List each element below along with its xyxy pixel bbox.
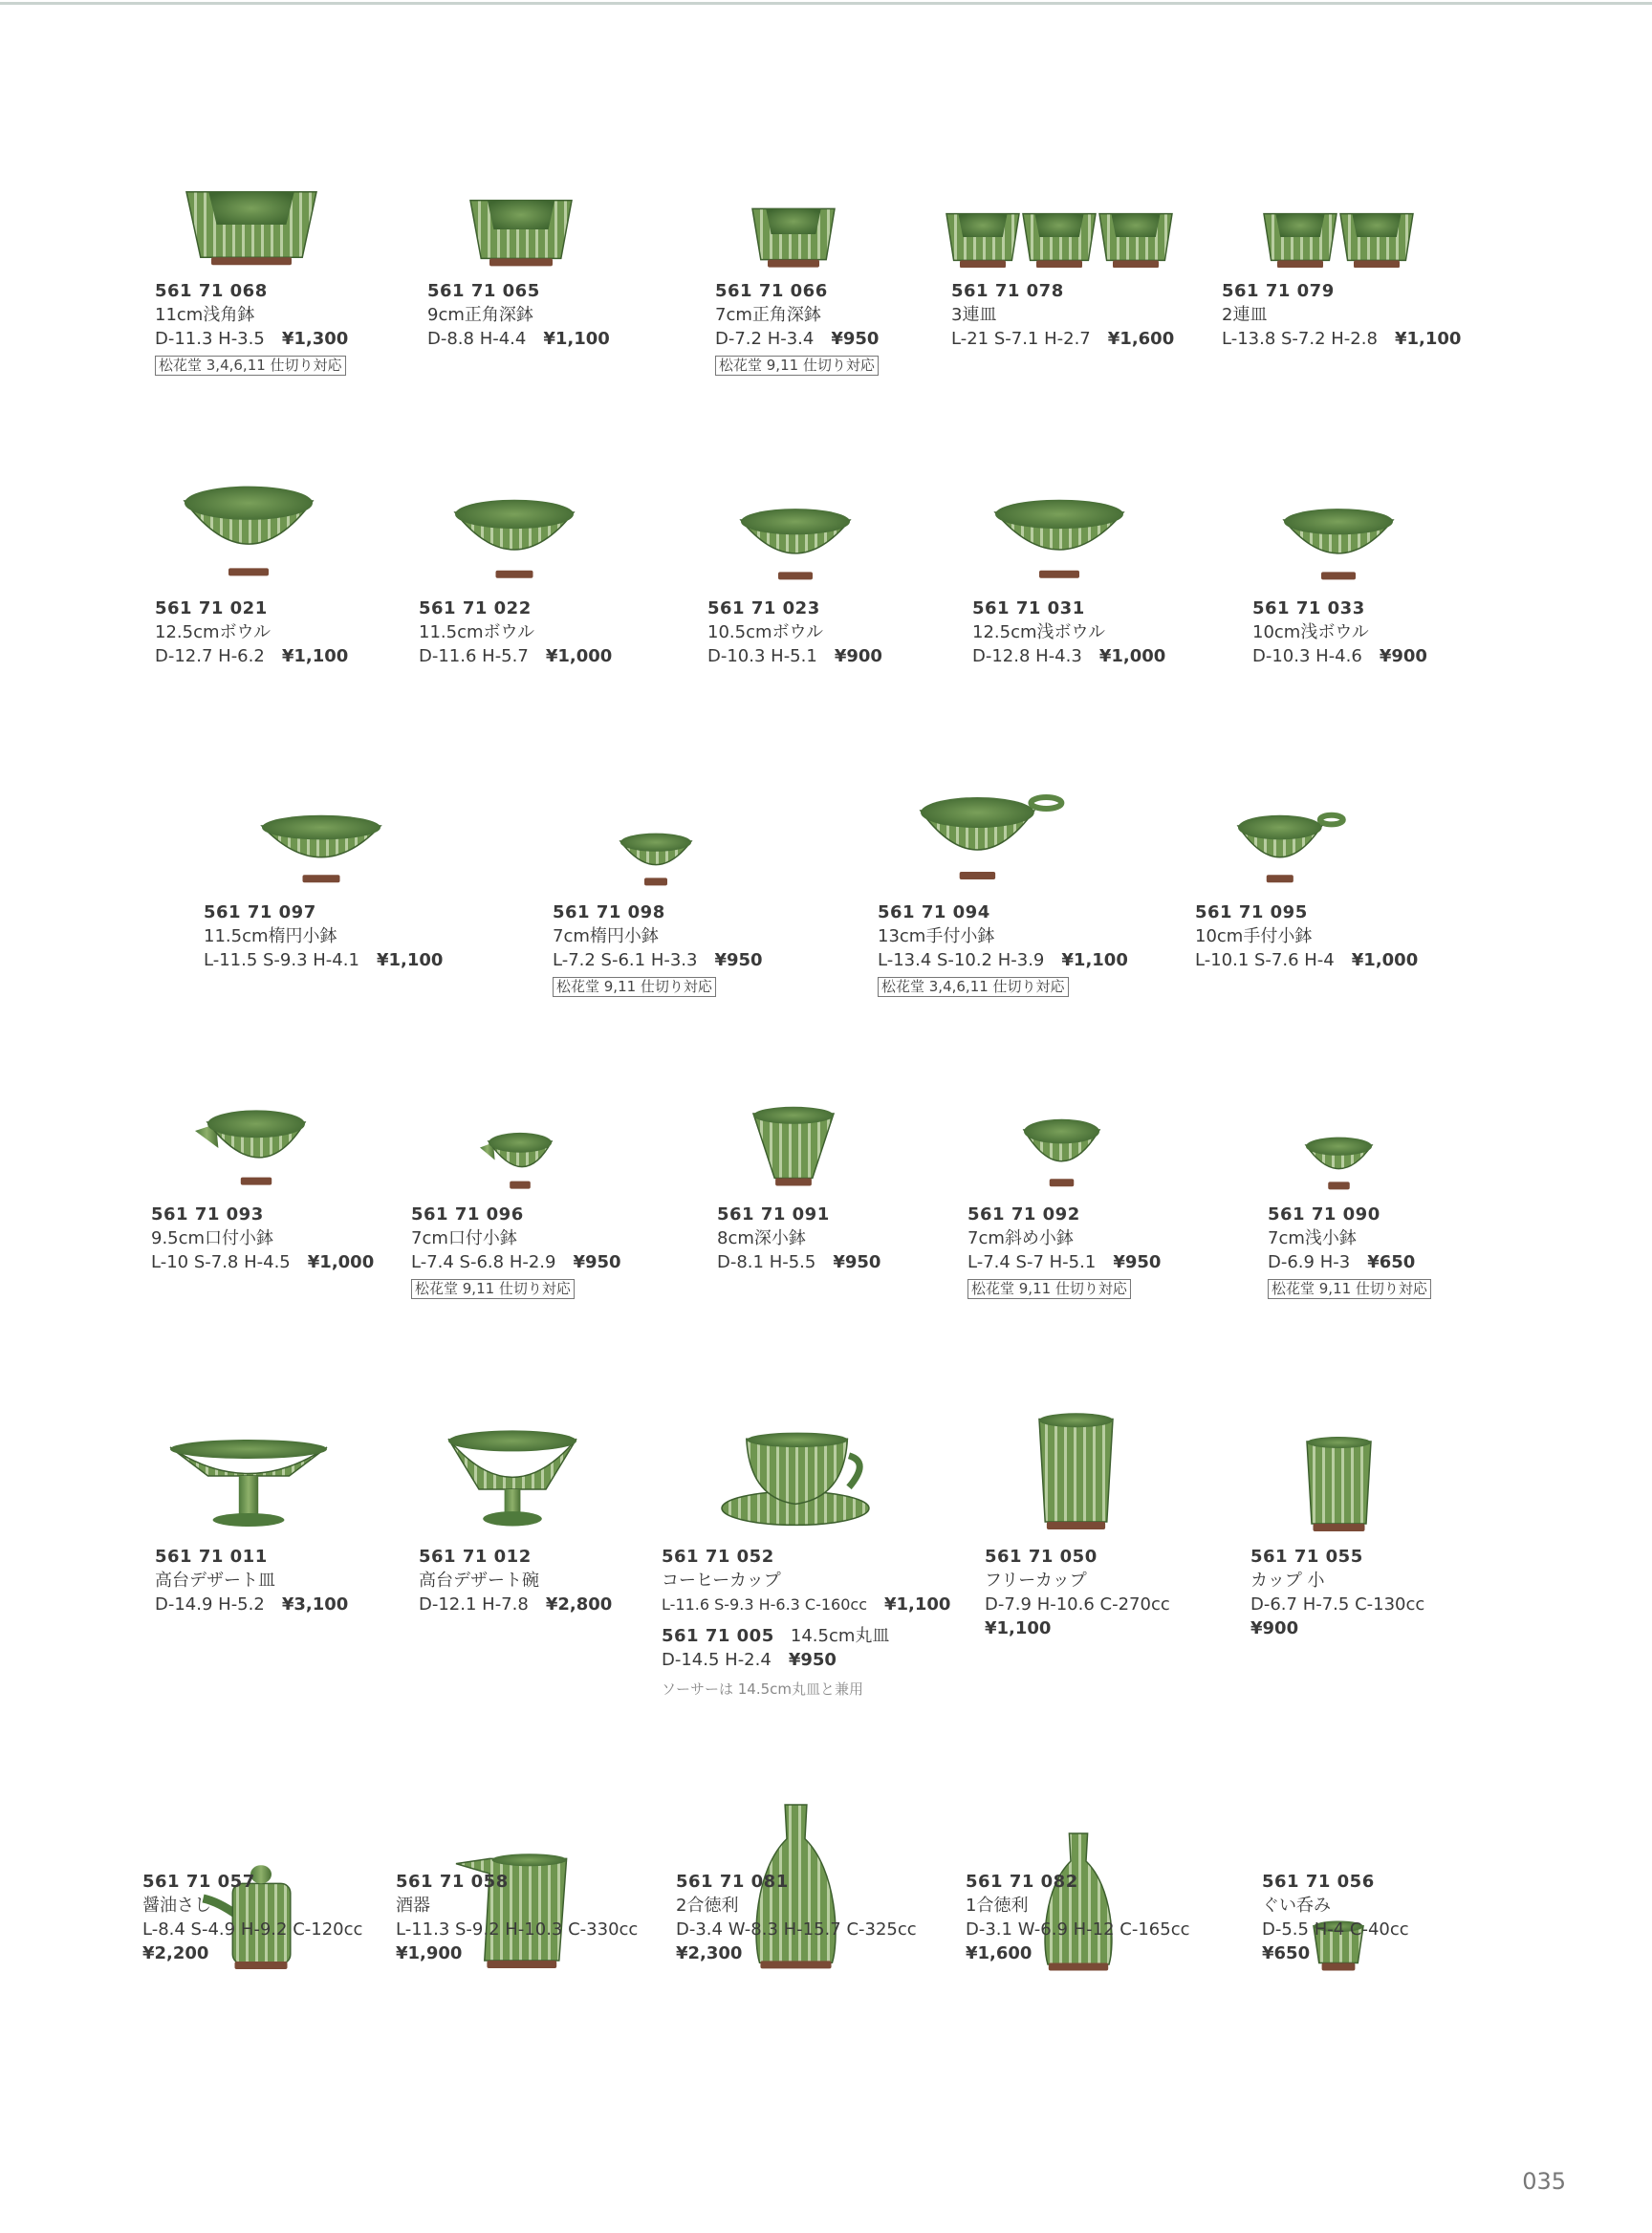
product-name: カップ 小 xyxy=(1250,1571,1325,1591)
square-dish-icon xyxy=(185,182,318,271)
product-dimensions: L-13.8 S-7.2 H-2.8 xyxy=(1222,329,1378,349)
product-item xyxy=(1250,1545,1424,1640)
product-dimensions: L-11.5 S-9.3 H-4.1 xyxy=(204,950,359,970)
product-price: ¥2,300 xyxy=(676,1943,743,1963)
product-item xyxy=(1252,596,1427,668)
product-item xyxy=(155,596,348,668)
product-code: 561 71 079 xyxy=(1222,281,1335,301)
top-border-line xyxy=(0,2,1652,5)
product-item xyxy=(155,1545,348,1616)
partition-note: 松花堂 9,11 仕切り対応 xyxy=(967,1279,1131,1299)
product-code: 561 71 078 xyxy=(951,281,1064,301)
product-price: ¥1,100 xyxy=(884,1594,951,1615)
product-item xyxy=(878,900,1128,998)
oval-bowl-small-icon xyxy=(618,830,694,891)
product-code: 561 71 031 xyxy=(972,598,1085,618)
product-dimensions: L-7.4 S-7 H-5.1 xyxy=(967,1252,1097,1272)
saucer-dimensions: D-14.5 H-2.4 xyxy=(662,1650,772,1670)
spout-bowl-small-icon xyxy=(478,1129,554,1195)
product-item xyxy=(155,279,348,377)
product-dimensions: D-12.7 H-6.2 xyxy=(155,646,265,666)
shallow-bowl-small-icon xyxy=(1281,504,1396,589)
product-code: 561 71 091 xyxy=(717,1204,830,1225)
product-name: フリーカップ xyxy=(985,1571,1087,1591)
product-code: 561 71 093 xyxy=(151,1204,264,1225)
product-name: 11.5cm楕円小鉢 xyxy=(204,926,337,946)
product-dimensions: D-7.9 H-10.6 C-270cc xyxy=(985,1594,1170,1615)
product-price: ¥950 xyxy=(1113,1252,1162,1272)
product-name: 10cm手付小鉢 xyxy=(1195,926,1313,946)
product-price: ¥1,600 xyxy=(1107,329,1175,349)
product-dimensions: L-8.4 S-4.9 H-9.2 C-120cc xyxy=(142,1919,363,1940)
product-item xyxy=(1195,900,1418,972)
product-name: 9.5cm口付小鉢 xyxy=(151,1228,274,1248)
product-price: ¥1,300 xyxy=(281,329,349,349)
product-code: 561 71 092 xyxy=(967,1204,1080,1225)
partition-note: 松花堂 3,4,6,11 仕切り対応 xyxy=(878,977,1069,997)
partition-note: 松花堂 9,11 仕切り対応 xyxy=(1268,1279,1431,1299)
product-dimensions: L-13.4 S-10.2 H-3.9 xyxy=(878,950,1045,970)
product-item xyxy=(396,1870,638,1965)
product-dimensions: D-7.2 H-3.4 xyxy=(715,329,815,349)
product-name: 7cm口付小鉢 xyxy=(411,1228,517,1248)
handle-bowl-small-icon xyxy=(1235,811,1350,891)
product-dimensions: L-7.4 S-6.8 H-2.9 xyxy=(411,1252,556,1272)
product-code: 561 71 056 xyxy=(1262,1872,1375,1892)
product-dimensions: L-11.3 S-9.2 H-10.3 C-330cc xyxy=(396,1919,639,1940)
footed-bowl-icon xyxy=(446,1426,579,1535)
product-code: 561 71 055 xyxy=(1250,1547,1363,1567)
page-number: 035 xyxy=(1522,2168,1566,2195)
product-name: 7cm斜め小鉢 xyxy=(967,1228,1074,1248)
product-name: 酒器 xyxy=(396,1896,430,1916)
product-name: 12.5cm浅ボウル xyxy=(972,622,1105,642)
product-price: ¥1,100 xyxy=(985,1618,1052,1638)
product-dimensions: D-12.1 H-7.8 xyxy=(419,1594,529,1615)
product-name: ぐい呑み xyxy=(1262,1896,1331,1916)
triple-dish-icon xyxy=(945,206,1174,271)
product-item xyxy=(1222,279,1461,351)
product-item xyxy=(553,900,763,998)
product-price: ¥1,100 xyxy=(1061,950,1128,970)
product-price: ¥950 xyxy=(831,329,880,349)
product-dimensions: D-5.5 H-4 C-40cc xyxy=(1262,1919,1409,1940)
product-name: 11.5cmボウル xyxy=(419,622,534,642)
product-item xyxy=(1262,1870,1409,1965)
product-price: ¥2,200 xyxy=(142,1943,209,1963)
product-dimensions: D-8.8 H-4.4 xyxy=(427,329,527,349)
product-price: ¥1,600 xyxy=(966,1943,1032,1963)
product-code: 561 71 050 xyxy=(985,1547,1098,1567)
product-dimensions: L-10.1 S-7.6 H-4 xyxy=(1195,950,1335,970)
product-price: ¥650 xyxy=(1262,1943,1311,1963)
product-code: 561 71 022 xyxy=(419,598,532,618)
product-code: 561 71 090 xyxy=(1268,1204,1380,1225)
product-name: コーヒーカップ xyxy=(662,1571,781,1591)
small-cup-icon xyxy=(1303,1436,1375,1535)
bowl-icon xyxy=(452,494,576,589)
product-item xyxy=(419,1545,612,1616)
saucer-price: ¥950 xyxy=(788,1650,837,1670)
product-item xyxy=(204,900,443,972)
product-dimensions: D-3.4 W-8.3 H-15.7 C-325cc xyxy=(676,1919,917,1940)
oval-bowl-icon xyxy=(259,811,383,891)
product-item xyxy=(427,279,610,351)
product-code: 561 71 096 xyxy=(411,1204,524,1225)
product-dimensions: D-11.6 H-5.7 xyxy=(419,646,529,666)
product-dimensions: L-10 S-7.8 H-4.5 xyxy=(151,1252,291,1272)
coffee-cup-icon xyxy=(719,1426,872,1535)
product-dimensions: L-11.6 S-9.3 H-6.3 C-160cc xyxy=(662,1595,867,1614)
product-price: ¥3,100 xyxy=(281,1594,349,1615)
saucer-code: 561 71 005 xyxy=(662,1626,774,1646)
product-name: 醤油さし xyxy=(142,1896,211,1916)
product-item xyxy=(676,1870,917,1965)
product-code: 561 71 012 xyxy=(419,1547,532,1567)
product-item xyxy=(707,596,882,668)
partition-note: 松花堂 3,4,6,11 仕切り対応 xyxy=(155,356,346,376)
product-name: 7cm楕円小鉢 xyxy=(553,926,659,946)
product-name: 8cm深小鉢 xyxy=(717,1228,806,1248)
product-price: ¥1,100 xyxy=(376,950,444,970)
product-item xyxy=(419,596,612,668)
product-item xyxy=(967,1203,1161,1300)
product-code: 561 71 057 xyxy=(142,1872,255,1892)
product-price: ¥950 xyxy=(833,1252,881,1272)
product-price: ¥950 xyxy=(573,1252,621,1272)
product-name: 2連皿 xyxy=(1222,305,1268,325)
product-price: ¥950 xyxy=(714,950,763,970)
product-name: 9cm正角深鉢 xyxy=(427,305,533,325)
product-dimensions: D-6.9 H-3 xyxy=(1268,1252,1351,1272)
product-item xyxy=(1268,1203,1431,1300)
product-dimensions: L-7.2 S-6.1 H-3.3 xyxy=(553,950,698,970)
product-price: ¥1,900 xyxy=(396,1943,463,1963)
product-dimensions: D-10.3 H-5.1 xyxy=(707,646,817,666)
product-code: 561 71 052 xyxy=(662,1547,774,1567)
product-price: ¥1,000 xyxy=(545,646,613,666)
product-price: ¥1,100 xyxy=(543,329,610,349)
handle-bowl-icon xyxy=(918,791,1071,891)
free-cup-icon xyxy=(1035,1412,1117,1535)
slant-bowl-icon xyxy=(1021,1115,1102,1195)
saucer-name: 14.5cm丸皿 xyxy=(790,1626,890,1646)
product-name: 10.5cmボウル xyxy=(707,622,823,642)
product-code: 561 71 066 xyxy=(715,281,828,301)
partition-note: 松花堂 9,11 仕切り対応 xyxy=(715,356,879,376)
product-dimensions: D-10.3 H-4.6 xyxy=(1252,646,1362,666)
product-price: ¥1,000 xyxy=(307,1252,375,1272)
bowl-large-icon xyxy=(182,480,315,589)
product-code: 561 71 097 xyxy=(204,902,316,922)
shallow-small-icon xyxy=(1303,1134,1375,1195)
product-name: 7cm正角深鉢 xyxy=(715,305,821,325)
product-dimensions: D-6.7 H-7.5 C-130cc xyxy=(1250,1594,1425,1615)
product-name: 高台デザート碗 xyxy=(419,1571,539,1591)
product-name: 1合徳利 xyxy=(966,1896,1029,1916)
spout-bowl-icon xyxy=(193,1105,308,1195)
product-code: 561 71 058 xyxy=(396,1872,509,1892)
product-code: 561 71 033 xyxy=(1252,598,1365,618)
product-code: 561 71 068 xyxy=(155,281,268,301)
product-dimensions: D-11.3 H-3.5 xyxy=(155,329,265,349)
product-name: 3連皿 xyxy=(951,305,997,325)
product-name: 高台デザート皿 xyxy=(155,1571,275,1591)
product-price: ¥1,000 xyxy=(1098,646,1166,666)
product-dimensions: L-21 S-7.1 H-2.7 xyxy=(951,329,1091,349)
footed-plate-icon xyxy=(167,1436,330,1535)
product-name: 2合徳利 xyxy=(676,1896,739,1916)
product-dimensions: D-8.1 H-5.5 xyxy=(717,1252,816,1272)
product-item xyxy=(411,1203,621,1300)
bowl-small-icon xyxy=(738,504,853,589)
product-item xyxy=(151,1203,374,1274)
product-dimensions: D-14.9 H-5.2 xyxy=(155,1594,265,1615)
product-item xyxy=(715,279,879,377)
product-code: 561 71 021 xyxy=(155,598,268,618)
product-price: ¥1,000 xyxy=(1351,950,1419,970)
partition-note: 松花堂 9,11 仕切り対応 xyxy=(553,977,716,997)
product-item xyxy=(972,596,1165,668)
saucer-note: ソーサーは 14.5cm丸皿と兼用 xyxy=(662,1680,864,1698)
product-code: 561 71 082 xyxy=(966,1872,1078,1892)
square-deep-small-icon xyxy=(750,201,837,271)
product-price: ¥2,800 xyxy=(545,1594,613,1615)
product-price: ¥650 xyxy=(1367,1252,1416,1272)
product-name: 10cm浅ボウル xyxy=(1252,622,1369,642)
product-item xyxy=(985,1545,1170,1640)
product-price: ¥900 xyxy=(1250,1618,1299,1638)
product-item xyxy=(951,279,1174,351)
partition-note: 松花堂 9,11 仕切り対応 xyxy=(411,1279,575,1299)
product-code: 561 71 081 xyxy=(676,1872,789,1892)
product-price: ¥900 xyxy=(834,646,882,666)
shallow-bowl-icon xyxy=(992,494,1126,589)
product-item xyxy=(142,1870,362,1965)
product-dimensions: D-3.1 W-6.9 H-12 C-165cc xyxy=(966,1919,1190,1940)
product-name: 7cm浅小鉢 xyxy=(1268,1228,1357,1248)
product-item xyxy=(662,1545,950,1702)
product-name: 13cm手付小鉢 xyxy=(878,926,995,946)
product-dimensions: D-12.8 H-4.3 xyxy=(972,646,1082,666)
product-name: 11cm浅角鉢 xyxy=(155,305,255,325)
product-item xyxy=(717,1203,880,1274)
double-dish-icon xyxy=(1262,206,1415,271)
product-code: 561 71 094 xyxy=(878,902,990,922)
product-code: 561 71 095 xyxy=(1195,902,1308,922)
square-deep-icon xyxy=(468,191,574,271)
product-code: 561 71 011 xyxy=(155,1547,268,1567)
product-price: ¥1,100 xyxy=(281,646,349,666)
product-price: ¥900 xyxy=(1379,646,1427,666)
product-code: 561 71 065 xyxy=(427,281,540,301)
product-price: ¥1,100 xyxy=(1394,329,1462,349)
product-code: 561 71 023 xyxy=(707,598,820,618)
product-item xyxy=(966,1870,1189,1965)
product-code: 561 71 098 xyxy=(553,902,665,922)
product-name: 12.5cmボウル xyxy=(155,622,271,642)
deep-bowl-icon xyxy=(750,1105,837,1195)
